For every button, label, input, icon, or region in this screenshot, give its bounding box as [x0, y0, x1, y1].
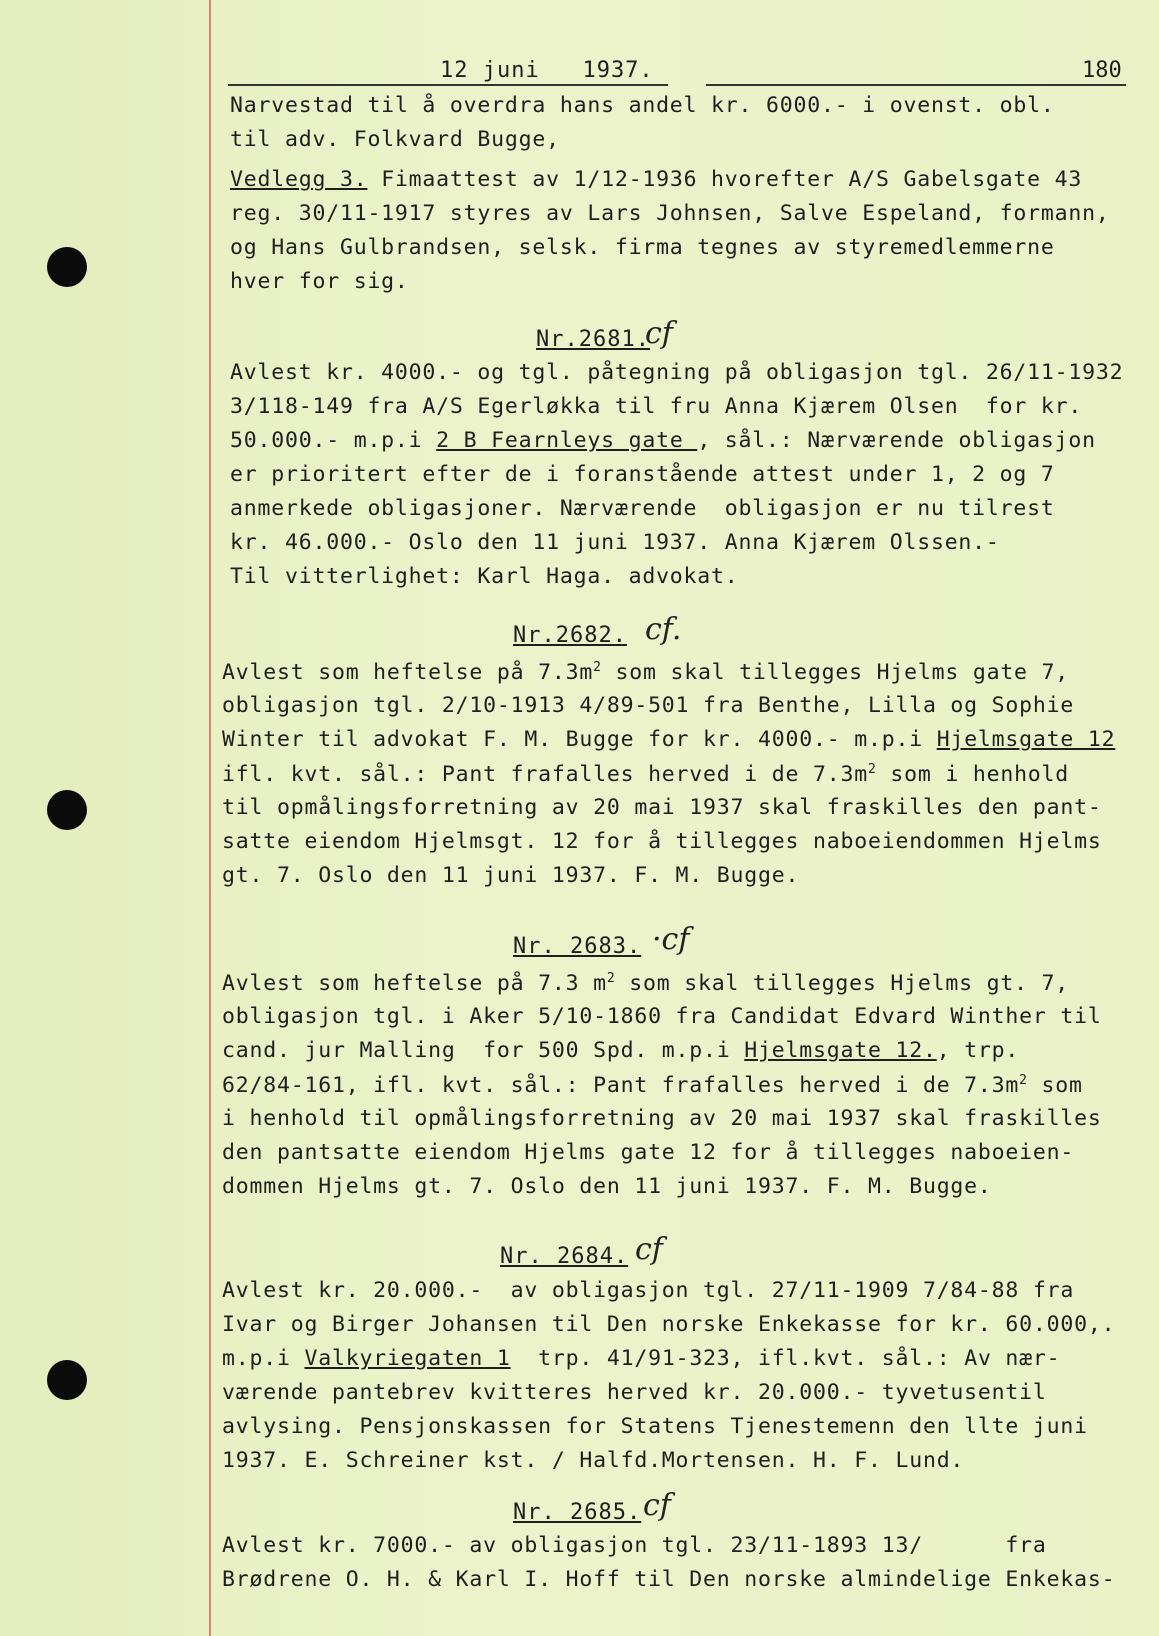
entry-number: Nr. 2685. — [513, 1500, 642, 1525]
text-line: Avlest kr. 20.000.- av obligasjon tgl. 27/11-1909 7/84-88 fra — [222, 1278, 1075, 1303]
property-address: Hjelmsgate 12. — [744, 1038, 937, 1063]
text-span: 50.000.- m.p.i — [230, 428, 437, 453]
text-line: den pantsatte eiendom Hjelms gate 12 for å tillegges naboeien- — [222, 1140, 1075, 1165]
check-mark: cf — [643, 1488, 671, 1523]
punch-hole — [47, 1360, 87, 1400]
text-line: er prioritert efter de i foranstående attest under 1, 2 og 7 — [230, 462, 1055, 487]
text-line — [222, 1348, 1060, 1370]
check-mark: cf — [645, 316, 673, 351]
header-rule — [706, 84, 1126, 86]
text-line: Avlest kr. 4000.- og tgl. påtegning på obligasjon tgl. 26/11-1932 — [230, 360, 1124, 385]
text-line: Brødrene O. H. & Karl I. Hoff til Den norske almindelige Enkekas- — [222, 1567, 1116, 1592]
text-line: til opmålingsforretning av 20 mai 1937 skal fraskilles den pant- — [222, 795, 1102, 820]
text-line: til adv. Folkvard Bugge, — [230, 127, 560, 152]
text-line: og Hans Gulbrandsen, selsk. firma tegnes av styremedlemmerne — [230, 235, 1055, 260]
text-line: Ivar og Birger Johansen til Den norske Enkekasse for kr. 60.000,. — [222, 1312, 1116, 1337]
superscript: 2 — [593, 660, 602, 675]
entry-number: Nr. 2684. — [500, 1244, 629, 1269]
text-line: hver for sig. — [230, 269, 409, 294]
text-span: trp. 41/91-323, ifl.kvt. sål.: Av nær- — [510, 1346, 1061, 1371]
header-rule — [228, 84, 668, 86]
text-line: avlysing. Pensjonskassen for Statens Tjenestemenn den llte juni — [222, 1414, 1088, 1439]
text-line: satte eiendom Hjelmsgt. 12 for å tillegges naboeiendommen Hjelms — [222, 829, 1102, 854]
text-line: i henhold til opmålingsforretning av 20 mai 1937 skal fraskilles — [222, 1106, 1102, 1131]
text-line: obligasjon tgl. 2/10-1913 4/89-501 fra Benthe, Lilla og Sophie — [222, 693, 1075, 718]
punch-hole — [47, 790, 87, 830]
text-line: dommen Hjelms gt. 7. Oslo den 11 juni 1937. F. M. Bugge. — [222, 1174, 992, 1199]
text-line: Avlest kr. 7000.- av obligasjon tgl. 23/11-1893 13/ fra — [222, 1533, 1047, 1558]
text-span: Winter til advokat F. M. Bugge for kr. 4000.- m.p.i — [222, 727, 937, 752]
text-line: værende pantebrev kvitteres herved kr. 20.000.- tyvetusentil — [222, 1380, 1047, 1405]
text-span: m.p.i — [222, 1346, 305, 1371]
entry-number: Nr.2681. — [536, 327, 650, 352]
superscript: 2 — [867, 762, 877, 777]
entry-number: Nr. 2683. — [513, 934, 642, 959]
page-number: 180 — [1082, 58, 1122, 83]
check-mark: cf — [635, 1232, 663, 1267]
punch-hole — [47, 247, 87, 287]
text-span: cand. jur Malling for 500 Spd. m.p.i — [222, 1038, 745, 1063]
property-address: Hjelmsgate 12 — [936, 727, 1116, 752]
text-span: som skal tillegges Hjelms gt. 7, — [615, 971, 1070, 997]
text-span: ifl. kvt. sål.: Pant frafalles herved i de 7.3m — [222, 762, 868, 788]
text-line — [222, 972, 1069, 995]
check-mark: cf. — [645, 612, 682, 647]
entry-number: Nr.2682. — [513, 623, 627, 648]
text-line — [230, 430, 1096, 452]
text-span: Fimaattest av 1/12-1936 hvorefter A/S Gabelsgate 43 — [367, 167, 1083, 192]
property-address: Valkyriegaten 1 — [304, 1346, 511, 1371]
text-line: Til vitterlighet: Karl Haga. advokat. — [230, 564, 739, 589]
text-line — [222, 1074, 1083, 1097]
text-line: anmerkede obligasjoner. Nærværende obligasjon er nu tilrest — [230, 496, 1055, 521]
text-line: kr. 46.000.- Oslo den 11 juni 1937. Anna Kjærem Olssen.- — [230, 530, 1000, 555]
superscript: 2 — [1019, 1073, 1028, 1088]
text-line — [222, 661, 1069, 684]
text-line: 3/118-149 fra A/S Egerløkka til fru Anna Kjærem Olsen for kr. — [230, 394, 1083, 419]
text-span: , trp. — [936, 1038, 1020, 1063]
text-span: som skal tillegges Hjelms gate 7, — [601, 660, 1070, 686]
property-address: 2 B Fearnleys gate — [436, 428, 698, 453]
text-span: Avlest som heftelse på 7.3 m — [222, 971, 607, 997]
text-line — [222, 1040, 1019, 1062]
text-line — [230, 169, 1082, 191]
text-line: reg. 30/11-1917 styres av Lars Johnsen, Salve Espeland, formann, — [230, 201, 1110, 226]
text-line — [222, 763, 1069, 786]
header-date: 12 juni 1937. — [440, 58, 654, 83]
margin-rule — [209, 0, 211, 1636]
superscript: 2 — [606, 971, 616, 986]
text-span: som — [1027, 1073, 1083, 1099]
check-mark: ·cf — [652, 922, 690, 957]
text-span: som i henhold — [876, 762, 1070, 788]
text-line: gt. 7. Oslo den 11 juni 1937. F. M. Bugge. — [222, 863, 800, 888]
text-line — [222, 729, 1115, 751]
attachment-label: Vedlegg 3. — [230, 167, 368, 192]
text-span: 62/84-161, ifl. kvt. sål.: Pant frafalles herved i de 7.3m — [222, 1073, 1020, 1099]
text-span: Avlest som heftelse på 7.3m — [222, 660, 594, 686]
text-line: Narvestad til å overdra hans andel kr. 6000.- i ovenst. obl. — [230, 93, 1055, 118]
text-span: , sål.: Nærværende obligasjon — [697, 428, 1096, 453]
text-line: obligasjon tgl. i Aker 5/10-1860 fra Candidat Edvard Winther til — [222, 1004, 1102, 1029]
text-line: 1937. E. Schreiner kst. / Halfd.Mortensen. H. F. Lund. — [222, 1448, 965, 1473]
